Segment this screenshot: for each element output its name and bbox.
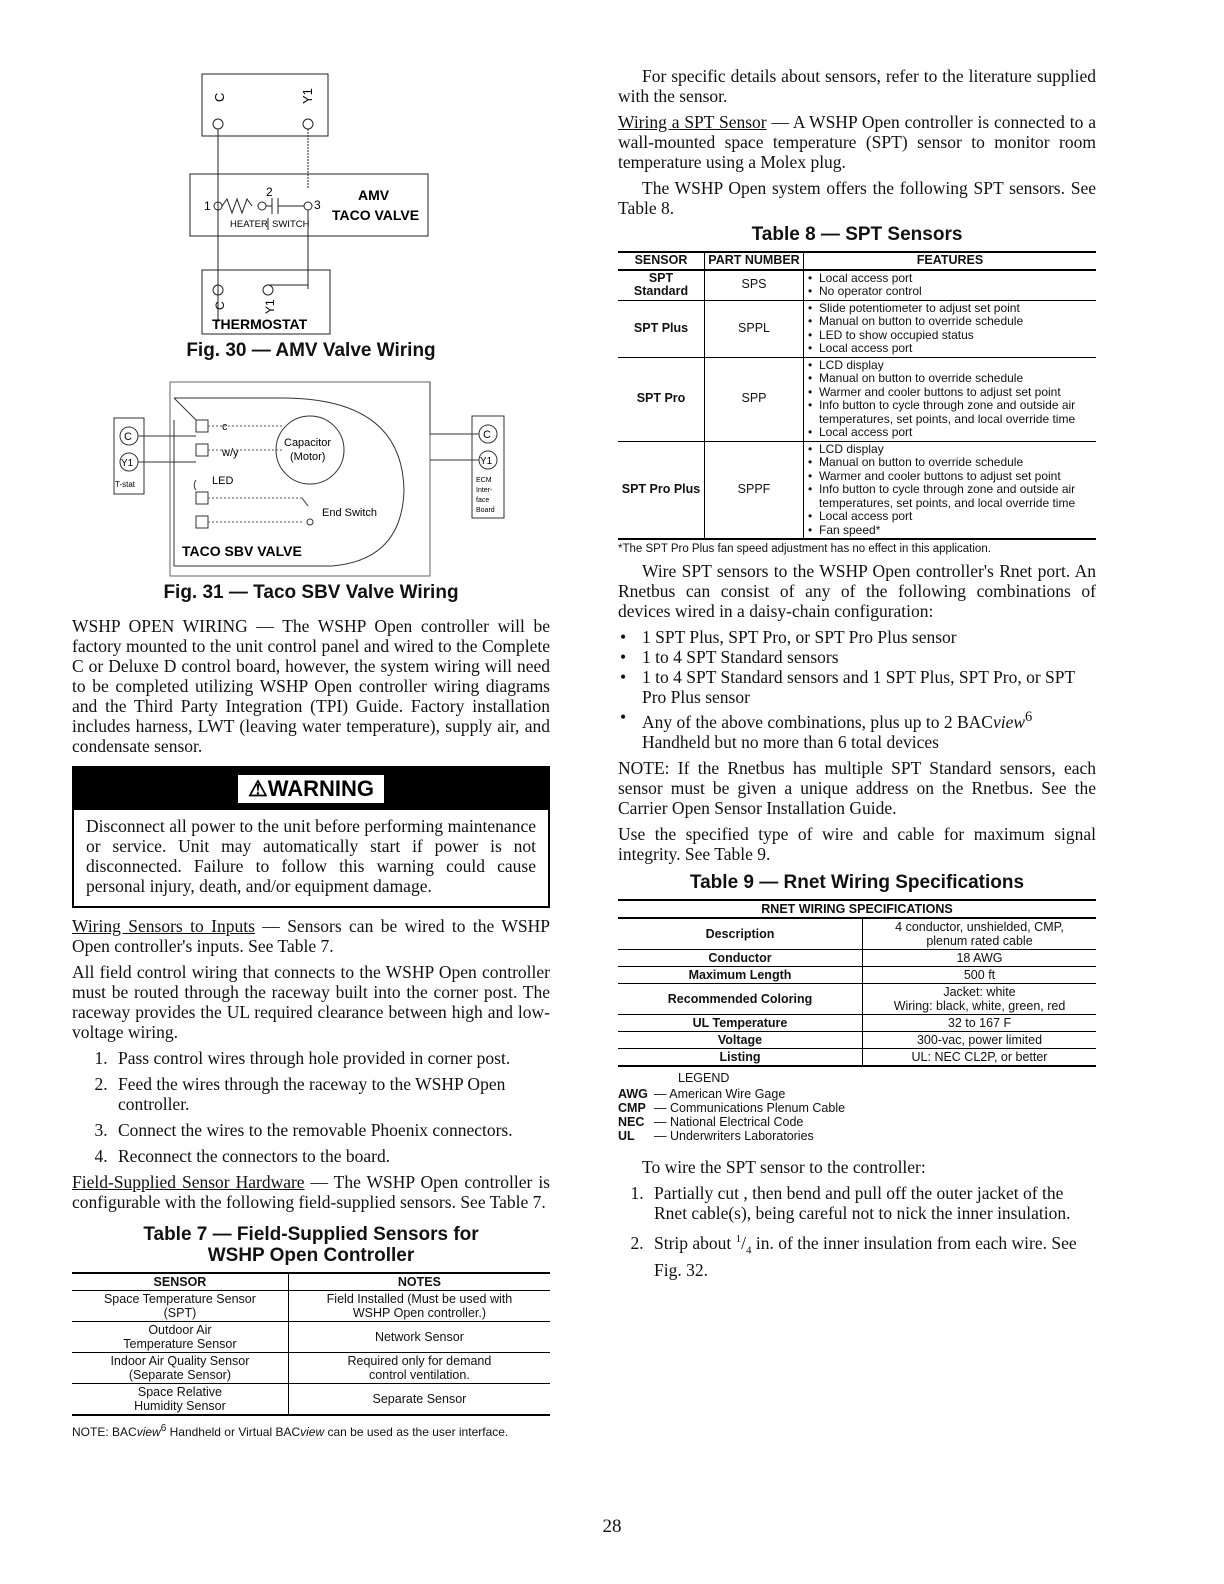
fig31-c-small: c: [222, 421, 228, 433]
fig30-label-3: 3: [314, 198, 321, 212]
field-wiring-paragraph: All field control wiring that connects to the WSHP Open controller must be routed through the raceway built into the corner post. The raceway provides the UL required clearance between high and low-voltage wiring.: [72, 962, 550, 1042]
table-row: [618, 1031, 1096, 1048]
fig31-motor: (Motor): [290, 451, 326, 463]
table-cell: Recommended Coloring: [618, 983, 863, 1014]
table8-head-part: PART NUMBER: [705, 252, 804, 270]
list-item: • Local access port: [807, 426, 1093, 440]
warning-text: Disconnect all power to the unit before performing maintenance or service. Unit may automatically start if power is not disconnected. Failure to follow this warning could cause personal injury, death, and/or equipment damage.: [86, 816, 536, 896]
fig30-label-y1: Y1: [300, 88, 315, 104]
wire-type-paragraph: Use the specified type of wire and cable for maximum signal integrity. See Table 9.: [618, 823, 1096, 864]
table7-head-sensor: SENSOR: [72, 1273, 288, 1291]
list-item: • Local access port: [807, 342, 1093, 356]
fig30-diagram: [72, 64, 550, 336]
warning-body: [74, 810, 548, 906]
table-cell: [804, 270, 1097, 301]
table8-head-features: FEATURES: [804, 252, 1097, 270]
table-row: [72, 1353, 550, 1384]
spt-offer-paragraph: The WSHP Open system offers the following SPT sensors. See Table 8.: [618, 178, 1096, 218]
table-row: [618, 918, 1096, 950]
table-cell: [804, 300, 1097, 357]
list-item: 1. Pass control wires through hole provided in corner post.: [112, 1048, 550, 1068]
table7-note: NOTE: BACview$^6$ Handheld or Virtual BACview can be used as the user interface.: [72, 1423, 509, 1439]
table-cell: SPP: [705, 357, 804, 441]
table-row: [618, 1014, 1096, 1031]
warning-title: WARNING: [267, 776, 375, 801]
table-cell: Space Temperature Sensor (SPT): [72, 1291, 288, 1322]
table-cell: Network Sensor: [288, 1322, 550, 1353]
field-supplied-text: — The WSHP Open controller is configurable with the following field-supplied sensors. See Table 7.: [72, 1172, 550, 1212]
right-column: [618, 66, 1096, 1286]
list-item: • 1 to 4 SPT Standard sensors and 1 SPT Plus, SPT Pro, or SPT Pro Plus sensor: [620, 667, 1075, 707]
wiring-sensors-paragraph: [72, 916, 550, 956]
fig30-thermostat: THERMOSTAT: [212, 316, 308, 332]
fig31-taco-sbv: TACO SBV VALVE: [182, 543, 302, 559]
table9-legend: [618, 1071, 1096, 1143]
list-item: • Manual on button to override schedule: [807, 456, 1093, 470]
fig31-ecm: ECM: [476, 477, 492, 484]
table7-title-line2: WSHP Open Controller: [207, 1245, 415, 1266]
table-row: [618, 1048, 1096, 1066]
fig31-capacitor: Capacitor: [284, 437, 332, 449]
table-header-row: [618, 900, 1096, 918]
table-cell: Jacket: white Wiring: black, white, green, red: [863, 983, 1097, 1014]
table-row: [618, 966, 1096, 983]
table7: [72, 1272, 550, 1416]
table-cell: Separate Sensor: [288, 1384, 550, 1416]
table-row: [72, 1384, 550, 1416]
table-row: [618, 983, 1096, 1014]
table-row: [618, 300, 1096, 357]
list-item: 1. Partially cut , then bend and pull off the outer jacket of the Rnet cable(s), being careful not to nick the inner insulation.: [648, 1183, 1096, 1223]
warning-triangle-icon: ⚠: [247, 776, 268, 801]
list-item: • Local access port: [807, 510, 1093, 524]
fig31-diagram: [72, 380, 550, 580]
list-item: 3. Connect the wires to the removable Phoenix connectors.: [112, 1120, 550, 1140]
table-cell: SPPF: [705, 441, 804, 539]
table9-title: Table 9 — Rnet Wiring Specifications: [689, 871, 1025, 893]
fig31-board: Board: [476, 507, 495, 514]
table-row: [618, 270, 1096, 301]
list-item: • Manual on button to override schedule: [807, 315, 1093, 329]
table-cell: Required only for demand control ventilation.: [288, 1353, 550, 1384]
fig31-c: C: [124, 431, 132, 443]
table-cell: 4 conductor, unshielded, CMP, plenum rated cable: [863, 918, 1097, 950]
fig30-amv: AMV: [358, 187, 390, 203]
list-item: • 1 to 4 SPT Standard sensors: [620, 647, 839, 667]
table-cell: Indoor Air Quality Sensor (Separate Sensor): [72, 1353, 288, 1384]
fig30-thermo-c: C: [213, 301, 227, 310]
table-row: [72, 1322, 550, 1353]
table-cell: Maximum Length: [618, 966, 863, 983]
warning-box: [72, 766, 550, 908]
field-supplied-paragraph: [72, 1172, 550, 1212]
table-cell: SPT Plus: [618, 300, 705, 357]
fig31-y1: Y1: [121, 458, 134, 469]
table-cell: 32 to 167 F: [863, 1014, 1097, 1031]
fig31-ecm-c: C: [483, 429, 491, 441]
fig31-wy: w/y: [222, 447, 239, 459]
fig30-svg: [72, 64, 550, 336]
list-item: • Info button to cycle through zone and outside air temperatures, set points, and local override time: [807, 483, 1093, 510]
list-item: 4. Reconnect the connectors to the board.: [112, 1146, 550, 1166]
fig31-end-switch: End Switch: [322, 507, 378, 519]
table7-title: [72, 1224, 550, 1266]
wshp-open-wiring-paragraph: WSHP OPEN WIRING — The WSHP Open controller will be factory mounted to the unit control panel and wired to the Complete C or Deluxe D control board, however, the system wiring will need to be completed utilizing WSHP Open controller wiring diagrams and the Third Party Integration (TPI) Guide. Factory installation includes harness, LWT (leaving water temperature), supply air, and condensate sensor.: [72, 616, 550, 756]
list-item: • No operator control: [807, 285, 1093, 299]
fig31-led: LED: [212, 475, 234, 487]
fig31-face: face: [476, 497, 490, 504]
table-row: [618, 357, 1096, 441]
table-cell: SPT Pro: [618, 357, 705, 441]
list-item: 2. Feed the wires through the raceway to the WSHP Open controller.: [112, 1074, 550, 1114]
field-supplied-heading: Field-Supplied Sensor Hardware: [72, 1172, 305, 1192]
table-cell: Field Installed (Must be used with WSHP Open controller.): [288, 1291, 550, 1322]
table-row: [618, 949, 1096, 966]
warning-header: [74, 768, 548, 810]
table-row: [72, 1291, 550, 1322]
wiring-spt-heading: Wiring a SPT Sensor: [618, 112, 767, 132]
table-cell: Conductor: [618, 949, 863, 966]
rnet-port-paragraph: Wire SPT sensors to the WSHP Open controller's Rnet port. An Rnetbus can consist of any of the following combinations of devices wired in a daisy-chain configuration:: [618, 561, 1096, 621]
legend-row: CMP — Communications Plenum Cable: [618, 1100, 846, 1115]
fig30-heater: HEATER: [230, 219, 268, 230]
spt-wiring-steps: [618, 1183, 1096, 1280]
table8-head-sensor: SENSOR: [618, 252, 705, 270]
fig30-label-2: 2: [266, 185, 273, 199]
list-item: • Warmer and cooler buttons to adjust set point: [807, 470, 1093, 484]
list-item: • Info button to cycle through zone and outside air temperatures, set points, and local override time: [807, 399, 1093, 426]
table-cell: 300-vac, power limited: [863, 1031, 1097, 1048]
legend-row: AWG — American Wire Gage: [618, 1086, 786, 1101]
table-cell: SPPL: [705, 300, 804, 357]
list-item: • LED to show occupied status: [807, 329, 1093, 343]
table-cell: Space Relative Humidity Sensor: [72, 1384, 288, 1416]
fig30-label-c: C: [212, 92, 227, 102]
table-cell: SPT Standard: [618, 270, 705, 301]
table8-title: Table 8 — SPT Sensors: [751, 224, 963, 245]
table-cell: 500 ft: [863, 966, 1097, 983]
legend-row: NEC — National Electrical Code: [618, 1114, 804, 1129]
table-header-row: [618, 252, 1096, 270]
list-item: • Local access port: [807, 272, 1093, 286]
fig31-svg: [72, 380, 550, 580]
table-cell: SPS: [705, 270, 804, 301]
list-item: • 1 SPT Plus, SPT Pro, or SPT Pro Plus sensor: [620, 627, 957, 647]
table-cell: [804, 441, 1097, 539]
fig30-label-1: 1: [204, 199, 211, 213]
list-item: • Manual on button to override schedule: [807, 372, 1093, 386]
table7-head-notes: NOTES: [288, 1273, 550, 1291]
table-cell: SPT Pro Plus: [618, 441, 705, 539]
table-cell: Outdoor Air Temperature Sensor: [72, 1322, 288, 1353]
fig31-inter: Inter-: [476, 487, 493, 494]
table-cell: [804, 357, 1097, 441]
table8: [618, 251, 1096, 540]
wiring-sensors-text: — Sensors can be wired to the WSHP Open controller's inputs. See Table 7.: [72, 916, 550, 956]
table-cell: Listing: [618, 1048, 863, 1066]
fig31-tstat: T-stat: [115, 480, 136, 489]
page-number: 28: [602, 1516, 622, 1537]
legend-row: UL — Underwriters Laboratories: [618, 1128, 814, 1143]
table-cell: Voltage: [618, 1031, 863, 1048]
fig30-switch: SWITCH: [272, 219, 310, 230]
left-column: [72, 64, 550, 1439]
warning-label: [238, 775, 384, 803]
table-cell: Description: [618, 918, 863, 950]
table-cell: UL Temperature: [618, 1014, 863, 1031]
table9-header: RNET WIRING SPECIFICATIONS: [618, 900, 1096, 918]
table-row: [618, 441, 1096, 539]
table-cell: UL: NEC CL2P, or better: [863, 1048, 1097, 1066]
wiring-sensors-heading: Wiring Sensors to Inputs: [72, 916, 255, 936]
to-wire-paragraph: To wire the SPT sensor to the controller:: [642, 1156, 926, 1177]
wiring-steps: [72, 1048, 550, 1166]
rnetbus-options-list: [618, 627, 1096, 752]
list-item: • Any of the above combinations, plus up to 2 BACview$^6$ Handheld but no more than 6 total devices: [620, 707, 1033, 752]
table9: [618, 899, 1096, 1067]
table8-footnote: *The SPT Pro Plus fan speed adjustment has no effect in this application.: [618, 543, 991, 555]
list-item: • Warmer and cooler buttons to adjust set point: [807, 386, 1093, 400]
list-item: • Slide potentiometer to adjust set point: [807, 302, 1093, 316]
rnetbus-note: NOTE: If the Rnetbus has multiple SPT Standard sensors, each sensor must be given a unique address on the Rnetbus. See the Carrier Open Sensor Installation Guide.: [618, 757, 1096, 818]
table7-title-line1: Table 7 — Field-Supplied Sensors for: [143, 1224, 479, 1245]
legend-title: LEGEND: [678, 1070, 730, 1085]
fig30-taco-valve: TACO VALVE: [332, 207, 420, 223]
list-item: • Fan speed*: [807, 524, 1093, 538]
wiring-spt-paragraph: [618, 112, 1096, 172]
fig30-thermo-y1: Y1: [263, 299, 277, 314]
table-cell: 18 AWG: [863, 949, 1097, 966]
fig30-caption: Fig. 30 — AMV Valve Wiring: [186, 340, 436, 361]
sensor-details-paragraph: For specific details about sensors, refer to the literature supplied with the sensor.: [618, 66, 1096, 106]
wiring-spt-text: — A WSHP Open controller is connected to a wall-mounted space temperature (SPT) sensor to monitor room temperature using a Molex plug.: [618, 112, 1096, 172]
list-item: • LCD display: [807, 443, 1093, 457]
list-item: • LCD display: [807, 359, 1093, 373]
fig31-ecm-y1: Y1: [480, 456, 493, 467]
fig31-caption: Fig. 31 — Taco SBV Valve Wiring: [163, 582, 459, 603]
table-header-row: [72, 1273, 550, 1291]
list-item: 2. Strip about $^1/_4$ in. of the inner insulation from each wire. See Fig. 32.: [648, 1229, 1096, 1280]
